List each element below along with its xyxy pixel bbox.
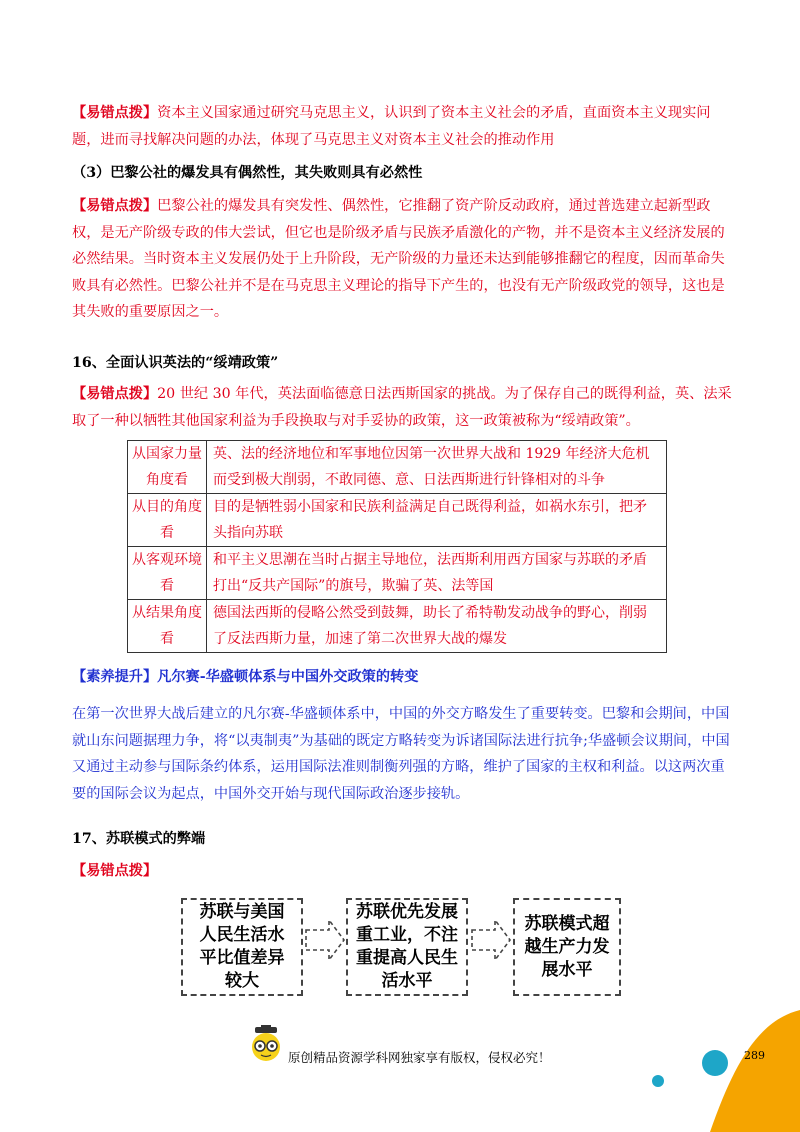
row-text: 和平主义思潮在当时占据主导地位，法西斯利用西方国家与苏联的矛盾打出“反共产国际”的旗号，欺骗了英、法等国 xyxy=(207,547,667,600)
flow-line: 苏联优先发展 xyxy=(356,902,458,922)
row-label: 从客观环境看 xyxy=(128,547,207,600)
flow-box-1 xyxy=(181,898,303,996)
table-row xyxy=(128,547,667,600)
section-heading-3: （3）巴黎公社的爆发具有偶然性，其失败则具有必然性 xyxy=(72,165,423,181)
row-text: 目的是牺牲弱小国家和民族利益满足自己既得利益，如祸水东引，把矛头指向苏联 xyxy=(207,494,667,547)
flow-line: 苏联与美国 xyxy=(199,902,285,922)
note-tag: 【易错点拨】 xyxy=(72,198,158,214)
note-paragraph-2 xyxy=(72,193,732,326)
literacy-title: 凡尔赛-华盛顿体系与中国外交政策的转变 xyxy=(157,669,419,685)
note-tag-standalone: 【易错点拨】 xyxy=(72,863,158,879)
note-text: 20 世纪 30 年代，英法面临德意日法西斯国家的挑战。为了保存自己的既得利益，英、法采取了一种以牺牲其他国家利益为手段换取与对手妥协的政策，这一政策被称为“绥靖政策”。 xyxy=(72,386,732,429)
appeasement-table xyxy=(127,440,667,653)
flow-box-2 xyxy=(346,898,468,996)
copyright-text: 原创精品资源学科网独家享有版权，侵权必究！ xyxy=(288,1050,551,1065)
table-row xyxy=(128,600,667,653)
literacy-paragraph: 在第一次世界大战后建立的凡尔赛-华盛顿体系中，中国的外交方略发生了重要转变。巴黎和会期间，中国就山东问题据理力争，将“以夷制夷”为基础的既定方略转变为诉诸国际法进行抗争;华盛顿会议期间，中国又通过主动参与国际条约体系，运用国际法准则制衡列强的方略，维护了国家的主权和利益。以这两次重要的国际会议为起点，中国外交开始与现代国际政治逐步接轨。 xyxy=(72,706,730,802)
row-label: 从目的角度看 xyxy=(128,494,207,547)
flow-line: 活水平 xyxy=(381,971,433,991)
literacy-tag: 【素养提升】 xyxy=(72,669,158,685)
corner-decoration-icon xyxy=(640,1000,800,1132)
flow-line: 平比值差异 xyxy=(199,948,285,968)
flow-arrow-icon xyxy=(305,918,345,962)
flow-line: 人民生活水 xyxy=(199,925,285,945)
flow-line: 越生产力发 xyxy=(524,936,610,957)
page-number: 289 xyxy=(744,1049,765,1062)
table-row xyxy=(128,494,667,547)
flow-arrow-icon xyxy=(471,918,511,962)
note-paragraph-3 xyxy=(72,381,732,434)
note-tag: 【易错点拨】 xyxy=(72,105,158,121)
flow-box-3 xyxy=(513,898,621,996)
flow-line: 重工业，不注 xyxy=(356,925,458,945)
row-label: 从国家力量角度看 xyxy=(128,441,207,494)
mascot-icon xyxy=(248,1025,284,1065)
note-text: 资本主义国家通过研究马克思主义，认识到了资本主义社会的矛盾，直面资本主义现实问题，进而寻找解决问题的办法，体现了马克思主义对资本主义社会的推动作用 xyxy=(72,105,711,148)
note-paragraph-1 xyxy=(72,100,732,153)
flow-line: 较大 xyxy=(225,971,259,991)
section-heading-16: 16、全面认识英法的“绥靖政策” xyxy=(72,355,279,371)
row-text: 英、法的经济地位和军事地位因第一次世界大战和 1929 年经济大危机而受到极大削弱，不敢同德、意、日法西斯进行针锋相对的斗争 xyxy=(207,441,667,494)
row-text: 德国法西斯的侵略公然受到鼓舞，助长了希特勒发动战争的野心，削弱了反法西斯力量，加速了第二次世界大战的爆发 xyxy=(207,600,667,653)
literacy-heading xyxy=(72,664,418,690)
flow-line: 重提高人民生 xyxy=(356,948,458,968)
note-text: 巴黎公社的爆发具有突发性、偶然性，它推翻了资产阶反动政府，通过普选建立起新型政权，是无产阶级专政的伟大尝试，但它也是阶级矛盾与民族矛盾激化的产物，并不是资本主义经济发展的必然结果。当时资本主义发展仍处于上升阶段，无产阶级的力量还未达到能够推翻它的程度，因而革命失败具有必然性。巴黎公社并不是在马克思主义理论的指导下产生的，也没有无产阶级政党的领导，这也是其失败的重要原因之一。 xyxy=(72,198,725,320)
flow-line: 苏联模式超 xyxy=(524,913,610,934)
flow-line: 展水平 xyxy=(541,959,593,980)
row-label: 从结果角度看 xyxy=(128,600,207,653)
section-heading-17: 17、苏联模式的弊端 xyxy=(72,831,206,847)
table-row xyxy=(128,441,667,494)
note-tag: 【易错点拨】 xyxy=(72,386,158,402)
